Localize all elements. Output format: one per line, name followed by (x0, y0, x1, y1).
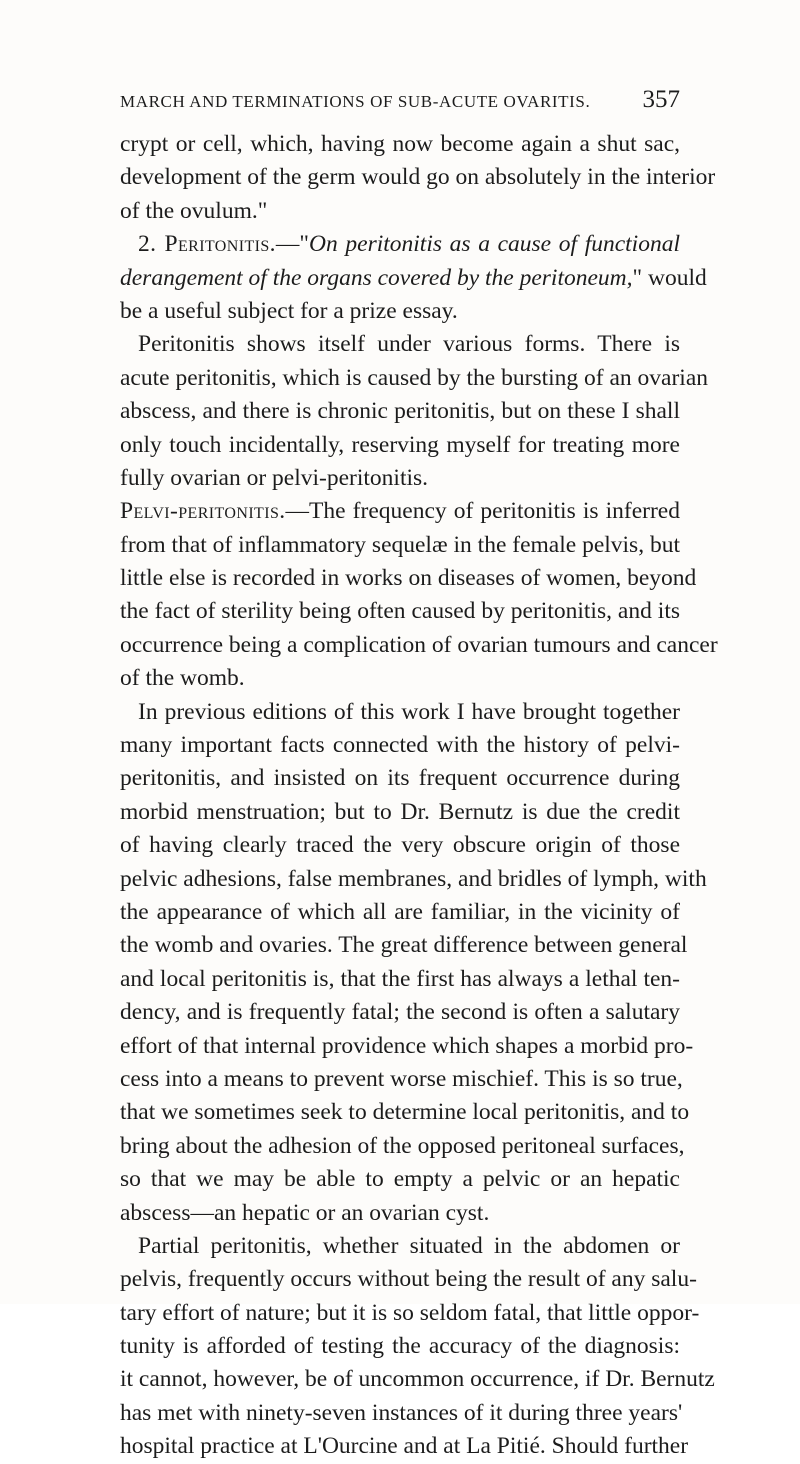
text-line: it cannot, however, be of uncommon occurrence, if Dr. Bernutz (120, 1366, 715, 1393)
text-line: from that of inflammatory sequelæ in the female pelvis, but (120, 531, 680, 558)
text-line: crypt or cell, which, having now become again a shut sac, (120, 131, 680, 157)
text-line: bring about the adhesion of the opposed peritoneal surfaces, (120, 1132, 685, 1159)
text-line: acute peritonitis, which is caused by the bursting of an ovarian (120, 364, 708, 391)
text-line: pelvic adhesions, false membranes, and bridles of lymph, with (120, 865, 707, 892)
text-line: occurrence being a complication of ovarian tumours and cancer (120, 631, 718, 658)
italic-text: On peritonitis as a cause of functional (309, 231, 680, 258)
text-line: Partial peritonitis, whether situated in the abdomen or (138, 1232, 680, 1259)
text-line: Peritonitis shows itself under various forms. There is (138, 331, 680, 358)
text-line: be a useful subject for a prize essay. (120, 297, 458, 324)
text-line: effort of that internal providence which shapes a morbid pro- (120, 1032, 694, 1059)
text-line: abscess—an hepatic or an ovarian cyst. (120, 1199, 490, 1226)
text-line: has met with ninety-seven instances of it during three years' (120, 1399, 683, 1426)
text-fragment: —" (275, 231, 310, 258)
text-line: of the ovulum." (120, 197, 268, 224)
text-fragment: " would (632, 264, 707, 291)
text-line: cess into a means to prevent worse mischief. This is so true, (120, 1065, 683, 1092)
text-line: the womb and ovaries. The great difference between general (120, 932, 688, 959)
italic-text: derangement of the organs covered by the peritoneum, (120, 264, 633, 291)
text-line: tunity is afforded of testing the accuracy of the diagnosis: (120, 1333, 680, 1360)
text-line: little else is recorded in works on diseases of women, beyond (120, 565, 697, 592)
text-line: that we sometimes seek to determine local peritonitis, and to (120, 1099, 690, 1126)
text-line: and local peritonitis is, that the first has always a lethal ten- (120, 965, 680, 992)
text-line: fully ovarian or pelvi-peritonitis. (120, 464, 429, 491)
text-line: dency, and is frequently fatal; the second is often a salutary (120, 999, 680, 1026)
text-line: tary effort of nature; but it is so seldom fatal, that little oppor- (120, 1299, 700, 1326)
text-line: of having clearly traced the very obscure origin of those (120, 832, 680, 859)
text-line: In previous editions of this work I have brought together (138, 698, 680, 725)
section-heading-line (120, 228, 680, 261)
text-line: development of the germ would go on absolutely in the interior (120, 164, 716, 191)
text-line: morbid menstruation; but to Dr. Bernutz is due the credit (120, 798, 680, 825)
text-line: pelvis, frequently occurs without being the result of any salu- (120, 1266, 697, 1293)
text-line: only touch incidentally, reserving myself for treating more (120, 431, 680, 458)
text-line: abscess, and there is chronic peritonitis, but on these I shall (120, 398, 680, 425)
body-text (120, 128, 718, 1464)
running-head: MARCH AND TERMINATIONS OF SUB-ACUTE OVARITIS. (120, 92, 591, 111)
section-heading-pelvi-peritonitis: Pelvi-peritonitis. (120, 498, 286, 525)
section-heading-line (120, 495, 680, 528)
text-line: many important facts connected with the history of pelvi- (120, 732, 680, 759)
text-line: of the womb. (120, 665, 245, 692)
text-line: the fact of sterility being often caused by peritonitis, and its (120, 598, 680, 625)
text-fragment: —The frequency of peritonitis is inferred (285, 498, 680, 525)
text-line (120, 262, 707, 295)
text-line: hospital practice at L'Ourcine and at La Pitié. Should further (120, 1433, 689, 1460)
text-line: the appearance of which all are familiar, in the vicinity of (120, 898, 680, 925)
text-line: peritonitis, and insisted on its frequent occurrence during (120, 765, 680, 792)
page-number: 357 (642, 86, 680, 113)
page-header (120, 80, 680, 120)
text-line: so that we may be able to empty a pelvic or an hepatic (120, 1166, 680, 1193)
section-heading-peritonitis: 2. Peritonitis. (138, 231, 276, 258)
